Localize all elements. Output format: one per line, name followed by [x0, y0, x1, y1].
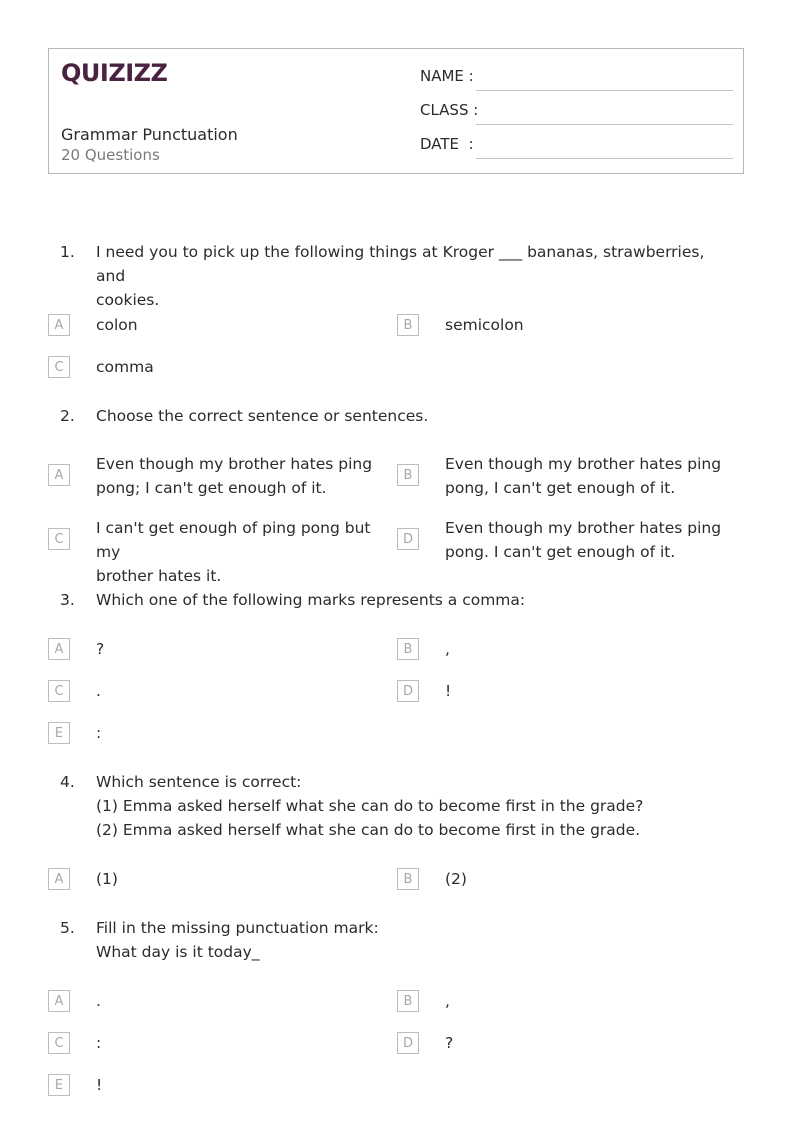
option-line: ?	[445, 1034, 454, 1052]
question-number: 1.	[60, 243, 75, 261]
option-text	[96, 637, 386, 661]
option-line: I can't get enough of ping pong but my	[96, 519, 371, 561]
question-line: cookies.	[96, 291, 160, 309]
option-line: ,	[445, 640, 450, 658]
worksheet-header	[48, 48, 744, 174]
option-line: pong. I can't get enough of it.	[445, 543, 676, 561]
name-line	[476, 90, 733, 91]
worksheet-title: Grammar Punctuation	[61, 125, 238, 144]
option-letter: C	[48, 356, 70, 378]
option-letter: A	[48, 314, 70, 336]
option-line: (2)	[445, 870, 467, 888]
question-line: Which one of the following marks represents a comma:	[96, 591, 526, 609]
question-line: Choose the correct sentence or sentences.	[96, 407, 429, 425]
question-number: 4.	[60, 773, 75, 791]
quizizz-logo: QUIZIZZ	[61, 59, 168, 87]
date-line	[476, 158, 733, 159]
option-text	[96, 355, 386, 379]
option-text	[96, 721, 386, 745]
option-line: !	[96, 1076, 103, 1094]
option-text	[96, 1073, 386, 1097]
class-field[interactable]	[420, 101, 733, 125]
option-letter: E	[48, 1074, 70, 1096]
option-line: .	[96, 992, 101, 1010]
question-count: 20 Questions	[61, 146, 160, 164]
question-line: I need you to pick up the following things at Kroger ___ bananas, strawberries, and	[96, 243, 705, 285]
option-text	[96, 989, 386, 1013]
option-text	[445, 637, 735, 661]
option-line: Even though my brother hates ping	[445, 455, 722, 473]
option-line: colon	[96, 316, 138, 334]
option-text	[96, 679, 386, 703]
option-letter: A	[48, 990, 70, 1012]
option-line: brother hates it.	[96, 567, 222, 585]
option-letter: B	[397, 868, 419, 890]
option-letter: B	[397, 990, 419, 1012]
option-line: semicolon	[445, 316, 524, 334]
option-letter: C	[48, 680, 70, 702]
option-text	[445, 452, 735, 500]
question-text	[96, 916, 716, 964]
option-line: :	[96, 724, 102, 742]
option-line: pong, I can't get enough of it.	[445, 479, 676, 497]
question-line: (1) Emma asked herself what she can do to become first in the grade?	[96, 797, 644, 815]
question-line: Which sentence is correct:	[96, 773, 302, 791]
option-line: pong; I can't get enough of it.	[96, 479, 327, 497]
question-text	[96, 588, 716, 612]
option-letter: B	[397, 638, 419, 660]
option-text	[445, 989, 735, 1013]
option-letter: C	[48, 528, 70, 550]
question-number: 5.	[60, 919, 75, 937]
name-label: NAME :	[420, 67, 474, 85]
option-letter: D	[397, 528, 419, 550]
option-text	[445, 313, 735, 337]
option-line: !	[445, 682, 452, 700]
option-text	[445, 679, 735, 703]
option-line: :	[96, 1034, 102, 1052]
option-line: ,	[445, 992, 450, 1010]
option-letter: A	[48, 464, 70, 486]
option-letter: B	[397, 464, 419, 486]
option-text	[445, 1031, 735, 1055]
option-line: comma	[96, 358, 154, 376]
option-text	[96, 867, 386, 891]
date-field[interactable]	[420, 135, 733, 159]
question-text	[96, 404, 716, 428]
question-line: (2) Emma asked herself what she can do to become first in the grade.	[96, 821, 641, 839]
option-text	[445, 516, 735, 564]
option-line: .	[96, 682, 101, 700]
option-text	[96, 1031, 386, 1055]
option-letter: D	[397, 680, 419, 702]
option-letter: A	[48, 868, 70, 890]
option-letter: C	[48, 1032, 70, 1054]
option-letter: A	[48, 638, 70, 660]
option-text	[96, 313, 386, 337]
question-line: Fill in the missing punctuation mark:	[96, 919, 379, 937]
question-line: What day is it today_	[96, 943, 260, 961]
question-number: 2.	[60, 407, 75, 425]
option-line: Even though my brother hates ping	[96, 455, 373, 473]
option-line: ?	[96, 640, 105, 658]
question-text	[96, 770, 716, 842]
option-text	[445, 867, 735, 891]
option-text	[96, 516, 386, 588]
date-label: DATE :	[420, 135, 474, 153]
option-letter: E	[48, 722, 70, 744]
class-label: CLASS :	[420, 101, 479, 119]
class-line	[476, 124, 733, 125]
question-number: 3.	[60, 591, 75, 609]
option-letter: D	[397, 1032, 419, 1054]
question-text	[96, 240, 716, 312]
option-letter: B	[397, 314, 419, 336]
option-line: Even though my brother hates ping	[445, 519, 722, 537]
name-field[interactable]	[420, 67, 733, 91]
option-line: (1)	[96, 870, 118, 888]
option-text	[96, 452, 386, 500]
